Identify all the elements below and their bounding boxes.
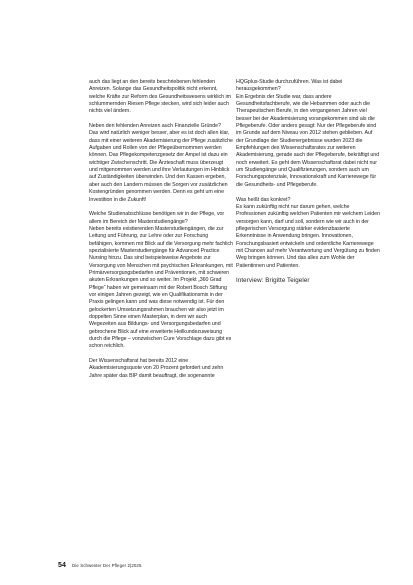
page-footer — [58, 562, 142, 569]
interview-credit: Interview: Brigitte Teigeler — [236, 277, 310, 285]
paragraph: Neben bereits existierenden Masterstudiengängen, die zur Leitung und Führung, zur Lehre oder zur Forschung befähigen, kommen mir Blick auf die Versorgung mehr fachlich spezialisierte Masterstudiengänge für Advanced Practice Nursing hinzu. Das sind beispielsweise Angebote zur Versorgung von Menschen mit psychischen Erkrankungen, mit Primärversorgungsbedarfen und Präventionen, mit schweren akuten Erkrankungen und so weiter. Im Projekt „360 Grad Pflege“ haben wir gemeinsam mit der Robert Bosch Stiftung vor einigen Jahren gezeigt, wie en Qualifikationsmix in der Praxis gelingen kann und was diese notwendig ist. Für den gelockerten Umsetzungsrahmen brauchen wir also jetzt im doppelten Sinne einen Masterplan, in dem wir auch Wegezeiten aus Bildungs- und Versorgungsbedarfen und gebrochene Blick auf eine erweiterte Heilkundezuweisung durch die Pflege – vonzwischen Cure Vorschlage dazu gibt es schon reichlich. — [89, 225, 233, 350]
left-text-column — [89, 79, 233, 380]
paragraph: auch das liegt an den bereits beschriebenen fehlenden Anreizen. Solange das Gesundheitspolitik nicht erkennt, welche Kräfte zur Reform des Gesundheitswesens wirklich im schlummernden Riesen Pflege stecken, wird sich leider auch nichts viel ändern. — [89, 79, 231, 115]
question: HQGplus-Studie durchzuführen. Was ist dabei herausgekommen? — [236, 79, 343, 93]
page-number: 54 — [58, 562, 66, 569]
question: Welche Studienabschlüsse benötigen wir in der Pflege, vor allem im Bereich der Masterstudiengänge? — [89, 211, 225, 225]
publication-name: Die Schwester Der Pfleger 2|2025 — [72, 563, 142, 568]
paragraph: Der Wissenschaftsrat hat bereits 2012 eine Akademisierungsquote von 20 Prozent gefordert und zehn Jahre später das BIP damit beauftragt, die sogenannte — [89, 358, 224, 379]
paragraph: Es kann zukünftig nicht nur darum gehen, welche Professionen zukünftig welchen Patienten mir welchem Leiden versorgen kann, darf und soll, sondern wie wir auch in der pflegerischen Versorgung stärker evidenzbasierte Erkenntnisse in Anwendung bringen. Innovationen, Forschungsbasiert entwickeln und ordentliche Karrierewege mit Chancen auf mehr Verantwortung und Vergütung zu finden Weg bringen können. Und das alles zum Wohle der Patientinnen und Patienten. — [236, 203, 380, 269]
paragraph: Das wird natürlich weniger besser, aber es ist doch allen klar, dass mit einer weiteren Akademisierung der Pflege zusätzliche Aufgaben und Rollen von der Pflegeübernommen werden können. Das Pflegekompetenzgesetz der Ampel ist dazu ein wichtiger Zwischenschritt. Die Ärzteschaft muss überzeugt und mitgenommen werden und ihre Verlautungen im Hinblick auf Zuständigkeiten überwinden. Und den Kassen ergeben, aber auch den Landern müssen die Sorgen vor zusätzlichen Kostengründen genommen werden. Denn es geht um eine Investition in die Zukunft! — [89, 130, 233, 203]
question: Neben den fehlenden Anreizen auch Finanzielle Gründe? — [89, 123, 221, 130]
paragraph: Ein Ergebnis der Studie war, dass andere Gesundheitsfachberufe, wie die Hebammen oder auch die Therapeutischen Berufe, in den vergangenen Jahren viel besser bei der Akademisierung vorangekommen sind als die Pflegeberufe. Oder anders gesagt: Nur der Pflegeberufe sind im Grunde auf dem Niveau von 2012 stehen geblieben. Auf der Grundlage der Studienergebnisse wurden 2023 die Empfehlungen des Wissenschaftsrates zur weiteren Akademisierung, gerade auch der Pflegeberufe, bekräftigt und noch erweitert. Es geht dem Wissenschaftsrat dabei nicht nur um Studiengänge und Qualifizierungen, sondern auch um Forschungspotenziale, Innovationskraft und Karrierewege für die Gesundheits- und Pflegeberufe. — [236, 93, 380, 188]
question: Was heißt das konkret? — [236, 196, 291, 203]
right-text-column — [236, 79, 380, 285]
